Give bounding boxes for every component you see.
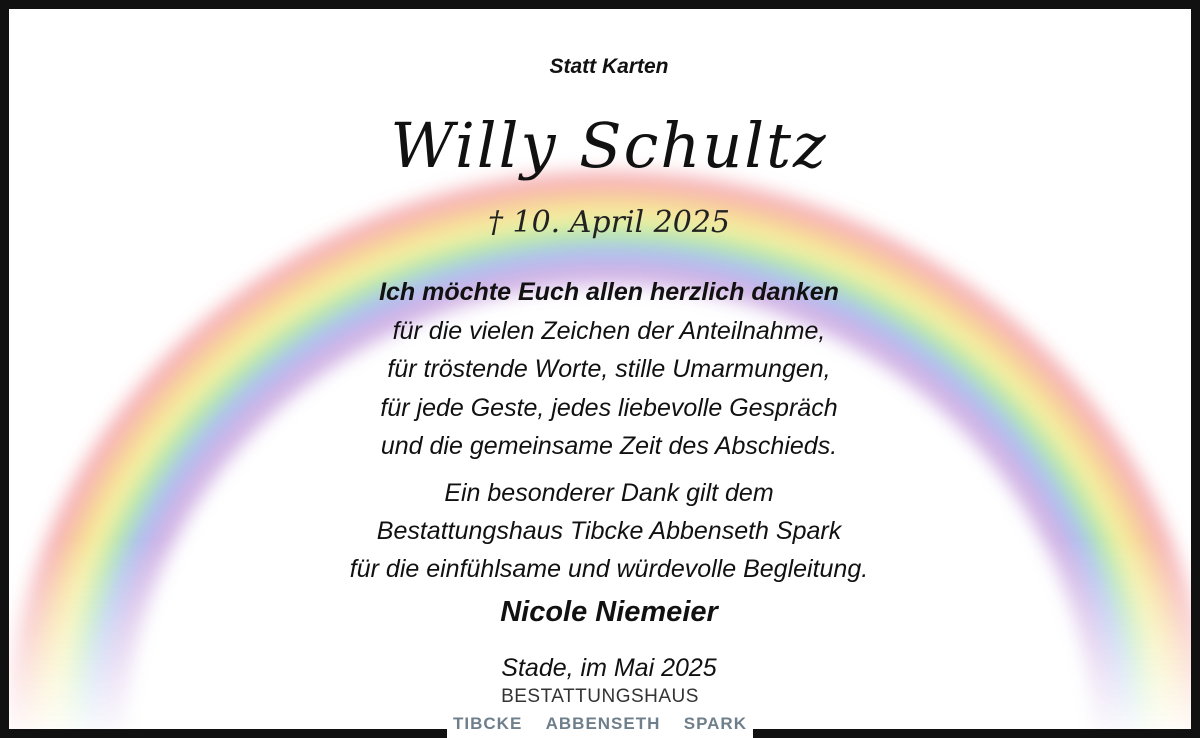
special-thanks-line: für die einfühlsame und würdevolle Begleitung. xyxy=(349,555,869,583)
statt-karten-label: Statt Karten xyxy=(549,55,669,78)
thanks-line: für tröstende Worte, stille Umarmungen, xyxy=(387,355,831,383)
funeral-home-logo xyxy=(447,684,753,738)
signer-name: Nicole Niemeier xyxy=(500,596,718,628)
special-thanks xyxy=(9,474,1200,588)
logo-bottom-line xyxy=(447,714,753,734)
thanks-line: für jede Geste, jedes liebevolle Gespräch xyxy=(380,393,838,422)
logo-top-text: BESTATTUNGSHAUS xyxy=(501,686,699,707)
thanks-line: für die vielen Zeichen der Anteilnahme, xyxy=(392,316,826,345)
thanks-line: und die gemeinsame Zeit des Abschieds. xyxy=(380,432,838,460)
logo-word: TIBCKE xyxy=(453,714,523,733)
thanks-line: Ich möchte Euch allen herzlich danken xyxy=(379,278,839,306)
logo-word: SPARK xyxy=(683,714,747,733)
place-date: Stade, im Mai 2025 xyxy=(501,654,717,682)
thanks-text xyxy=(9,273,1200,466)
deceased-name: Willy Schultz xyxy=(390,109,828,182)
death-date: † 10. April 2025 xyxy=(487,205,731,240)
special-thanks-line: Ein besonderer Dank gilt dem xyxy=(444,479,774,507)
logo-word: ABBENSETH xyxy=(545,714,661,733)
special-thanks-line: Bestattungshaus Tibcke Abbenseth Spark xyxy=(376,517,842,545)
